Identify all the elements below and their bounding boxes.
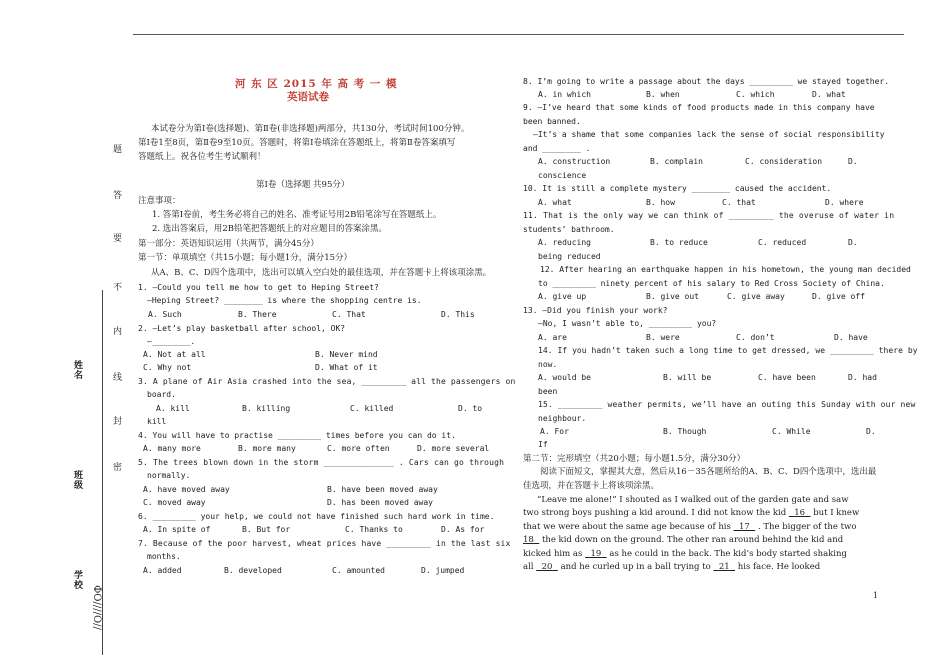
q1-opt-d: D. This bbox=[441, 310, 475, 319]
q12-opt-b: B. give out bbox=[646, 292, 699, 301]
q13-opt-d: D. have bbox=[834, 333, 868, 342]
q13-opt-b: B. were bbox=[646, 333, 680, 342]
passage-text: all bbox=[523, 562, 534, 572]
q11-stem-2: students’ bathroom. bbox=[523, 225, 615, 234]
q2-opt-d: D. What of it bbox=[315, 363, 378, 372]
q15-opt-c: C. While bbox=[772, 427, 811, 436]
q3-opt-b: B. killing bbox=[242, 404, 291, 413]
q6-opt-d: D. As for bbox=[441, 525, 485, 534]
q5-opt-c: C. moved away bbox=[143, 498, 206, 507]
school-label: 学校 bbox=[72, 570, 82, 590]
q14-opt-d-cont: been bbox=[538, 387, 558, 396]
q7-opt-d: D. jumped bbox=[421, 566, 465, 575]
q13-opt-a: A. are bbox=[538, 333, 567, 342]
part1-section1: 第一节：单项填空（共15小题；每小题1分，满分15分） bbox=[138, 253, 353, 263]
q11-opt-c: C. reduced bbox=[758, 238, 807, 247]
q11-stem: 11. That is the only way we can think of _________ the overuse of water in bbox=[523, 211, 895, 220]
page-number: 1 bbox=[872, 591, 878, 600]
q14-stem-2: now. bbox=[538, 360, 558, 369]
q4-opt-d: D. more several bbox=[417, 444, 490, 453]
q9-opt-b: B. complain bbox=[650, 157, 703, 166]
blank-20: 20 bbox=[541, 562, 553, 572]
passage-line-4 bbox=[523, 536, 843, 545]
part1-instructions: 从A、B、C、D四个选项中，选出可以填入空白处的最佳选项，并在答题卡上将该项涂黑。 bbox=[151, 268, 492, 278]
q4-stem: 4. You will have to practise _________ times before you can do it. bbox=[138, 431, 456, 440]
q13-opt-c: C. don’t bbox=[736, 333, 775, 342]
note-1: 1. 答第Ⅰ卷前，考生务必将自己的姓名、准考证号用2B铅笔涂写在答题纸上。 bbox=[152, 210, 442, 220]
intro-line-3: 答题纸上。祝各位考生考试顺利！ bbox=[138, 152, 266, 162]
q14-opt-a: A. would be bbox=[538, 373, 591, 382]
notes-title: 注意事项： bbox=[138, 196, 181, 206]
q11-opt-a: A. reducing bbox=[538, 238, 591, 247]
q3-opt-c: C. killed bbox=[350, 404, 394, 413]
section1-title: 第Ⅰ卷（选择题 共95分） bbox=[256, 180, 350, 190]
q6-opt-b: B. But for bbox=[242, 525, 291, 534]
q3-opt-d: D. to bbox=[458, 404, 483, 413]
side-label-7: 密 bbox=[111, 462, 121, 472]
q9-stem: 9. —I’ve heard that some kinds of food products made in this company have bbox=[523, 103, 875, 112]
q2-stem: 2. —Let’s play basketball after school, OK? bbox=[138, 324, 346, 333]
intro-line-1: 本试卷分为第Ⅰ卷(选择题)、第Ⅱ卷(非选择题)两部分，共130分，考试时间100分钟。 bbox=[151, 124, 470, 134]
section2-instr-2: 佳选项，并在答题卡上将该项涂黑。 bbox=[523, 481, 660, 491]
q9-opt-d: D. bbox=[848, 157, 858, 166]
q11-opt-d: D. bbox=[848, 238, 858, 247]
q2-opt-b: B. Never mind bbox=[315, 350, 378, 359]
q10-opt-b: B. how bbox=[646, 198, 675, 207]
q8-opt-a: A. in which bbox=[538, 90, 591, 99]
binding-line bbox=[102, 290, 103, 655]
passage-line-5 bbox=[523, 550, 847, 559]
q9-opt-a: A. construction bbox=[538, 157, 611, 166]
q10-opt-d: D. where bbox=[825, 198, 864, 207]
q8-opt-c: C. which bbox=[736, 90, 775, 99]
passage-line-6 bbox=[523, 563, 820, 572]
passage-text: kicked him as bbox=[523, 549, 583, 559]
passage-text: but I knew bbox=[813, 508, 860, 518]
passage-line-3 bbox=[523, 523, 856, 532]
q10-stem: 10. It is still a complete mystery ________ caused the accident. bbox=[523, 184, 832, 193]
q12-stem-2: to _________ ninety percent of his salary to Red Cross Society of China. bbox=[538, 279, 885, 288]
q5-stem-2: normally. bbox=[147, 471, 191, 480]
blank-19: 19 bbox=[590, 549, 602, 559]
blank-17: 17 bbox=[739, 522, 750, 532]
passage-text: as he could in the back. The kid’s body started shaking bbox=[609, 549, 847, 559]
passage-line-1: “Leave me alone!” I shouted as I walked out of the garden gate and saw bbox=[537, 495, 849, 505]
q7-opt-a: A. added bbox=[143, 566, 182, 575]
note-2: 2. 选出答案后，用2B铅笔把答题纸上的对应题目的答案涂黑。 bbox=[152, 224, 387, 234]
q7-stem-2: months. bbox=[147, 552, 181, 561]
q3-stem-2: board. bbox=[147, 390, 176, 399]
q15-opt-b: B. Though bbox=[663, 427, 707, 436]
q1-stem: 1. —Could you tell me how to get to Heping Street? bbox=[138, 283, 379, 292]
q9-opt-d-cont: conscience bbox=[538, 171, 587, 180]
q8-stem: 8. I’m going to write a passage about the days _________ we stayed together. bbox=[523, 77, 890, 86]
q6-opt-a: A. In spite of bbox=[143, 525, 211, 534]
passage-text: and he curled up in a ball trying to bbox=[560, 562, 711, 572]
exam-subtitle: 英语试卷 bbox=[287, 91, 329, 103]
q3-opt-d-cont: kill bbox=[147, 417, 167, 426]
passage-text: his face. He looked bbox=[737, 562, 821, 572]
q14-stem: 14. If you hadn’t taken such a long time to get dressed, we _________ there by bbox=[538, 346, 918, 355]
q12-stem: 12. After hearing an earthquake happen in his hometown, the young man decided bbox=[540, 265, 911, 274]
passage-line-2 bbox=[523, 509, 859, 518]
q9-stem-2: been banned. bbox=[523, 117, 581, 126]
side-label-2: 要 bbox=[111, 233, 121, 243]
q6-opt-c: C. Thanks to bbox=[345, 525, 403, 534]
q12-opt-a: A. give up bbox=[538, 292, 587, 301]
section2-instr-1: 阅读下面短文，掌握其大意，然后从16－35各题所给的A、B、C、D四个选项中，选出最 bbox=[540, 467, 877, 477]
q12-opt-d: D. give off bbox=[812, 292, 865, 301]
intro-line-2: 第Ⅰ卷1至8页，第Ⅱ卷9至10页。答题时，将第Ⅰ卷填涂在答题纸上，将第Ⅱ卷答案填写 bbox=[138, 138, 456, 148]
q8-opt-d: D. what bbox=[812, 90, 846, 99]
q7-opt-b: B. developed bbox=[224, 566, 282, 575]
class-label: 班级 bbox=[72, 470, 82, 490]
q12-opt-c: C. give away bbox=[727, 292, 785, 301]
side-label-4: 内 bbox=[111, 326, 121, 336]
q15-opt-a: A. For bbox=[540, 427, 569, 436]
q7-opt-c: C. amounted bbox=[332, 566, 385, 575]
q13-stem: 13. —Did you finish your work? bbox=[523, 306, 668, 315]
q5-opt-b: B. have been moved away bbox=[327, 485, 438, 494]
blank-21: 21 bbox=[718, 562, 730, 572]
q15-stem-2: neighbour. bbox=[538, 414, 587, 423]
q1-opt-a: A. Such bbox=[148, 310, 182, 319]
q2-stem-2: —________. bbox=[147, 337, 196, 346]
binding-marks: ФO////O// bbox=[91, 585, 102, 630]
side-label-1: 答 bbox=[111, 190, 121, 200]
q9-stem-3: —It’s a shame that some companies lack the sense of social responsibility bbox=[533, 130, 885, 139]
passage-text: that we were about the same age because of his bbox=[523, 522, 731, 532]
q14-opt-c: C. have been bbox=[758, 373, 816, 382]
q4-opt-b: B. more many bbox=[238, 444, 296, 453]
passage-text: . The bigger of the two bbox=[757, 522, 857, 532]
q9-stem-4: and ________ . bbox=[523, 144, 591, 153]
q1-opt-c: C. That bbox=[332, 310, 366, 319]
q11-opt-b: B. to reduce bbox=[650, 238, 708, 247]
section2-title: 第二节：完形填空（共20小题；每小题1.5分，满分30分） bbox=[523, 454, 746, 464]
blank-16: 16 bbox=[794, 508, 806, 518]
q15-opt-d: D. bbox=[866, 427, 876, 436]
passage-text: two strong boys pushing a kid around. I did not know the kid bbox=[523, 508, 787, 518]
q14-opt-d: D. had bbox=[848, 373, 877, 382]
q7-stem: 7. Because of the poor harvest, wheat prices have _________ in the last six bbox=[138, 539, 511, 548]
blank-18: 18 bbox=[523, 535, 534, 545]
part1-title: 第一部分：英语知识运用（共两节，满分45分） bbox=[138, 239, 319, 249]
q5-opt-a: A. have moved away bbox=[143, 485, 230, 494]
side-label-0: 题 bbox=[111, 144, 121, 154]
q6-stem: 6. _________ your help, we could not have finished such hard work in time. bbox=[138, 512, 495, 521]
name-label: 姓名 bbox=[72, 360, 82, 380]
q11-opt-d-cont: being reduced bbox=[538, 252, 601, 261]
side-label-5: 线 bbox=[111, 372, 121, 382]
q10-opt-c: C. that bbox=[722, 198, 756, 207]
q14-opt-b: B. will be bbox=[663, 373, 712, 382]
q4-opt-a: A. many more bbox=[143, 444, 201, 453]
q1-stem-2: —Heping Street? ________ is where the shopping centre is. bbox=[147, 296, 422, 305]
top-rule bbox=[133, 34, 904, 35]
q5-stem: 5. The trees blown down in the storm ______________ . Cars can go through bbox=[138, 458, 505, 467]
q3-opt-a: A. kill bbox=[156, 404, 190, 413]
side-label-3: 不 bbox=[111, 282, 121, 292]
q15-opt-d-cont: If bbox=[538, 440, 548, 449]
q2-opt-a: A. Not at all bbox=[143, 350, 206, 359]
q3-stem: 3. A plane of Air Asia crashed into the sea, _________ all the passengers on bbox=[138, 377, 516, 386]
q5-opt-d: D. has been moved away bbox=[327, 498, 433, 507]
exam-title: 河 东 区 2015 年 高 考 一 模 bbox=[235, 78, 398, 90]
q9-opt-c: C. consideration bbox=[745, 157, 823, 166]
q15-stem: 15. _________ weather permits, we’ll have an outing this Sunday with our new bbox=[538, 400, 916, 409]
q1-opt-b: B. There bbox=[238, 310, 277, 319]
side-label-6: 封 bbox=[111, 416, 121, 426]
q2-opt-c: C. Why not bbox=[143, 363, 192, 372]
q8-opt-b: B. when bbox=[646, 90, 680, 99]
q10-opt-a: A. what bbox=[538, 198, 572, 207]
q13-stem-2: —No, I wasn’t able to, _________ you? bbox=[538, 319, 717, 328]
passage-text: the kid down on the ground. The other ran around behind the kid and bbox=[541, 535, 844, 545]
q4-opt-c: C. more often bbox=[327, 444, 390, 453]
